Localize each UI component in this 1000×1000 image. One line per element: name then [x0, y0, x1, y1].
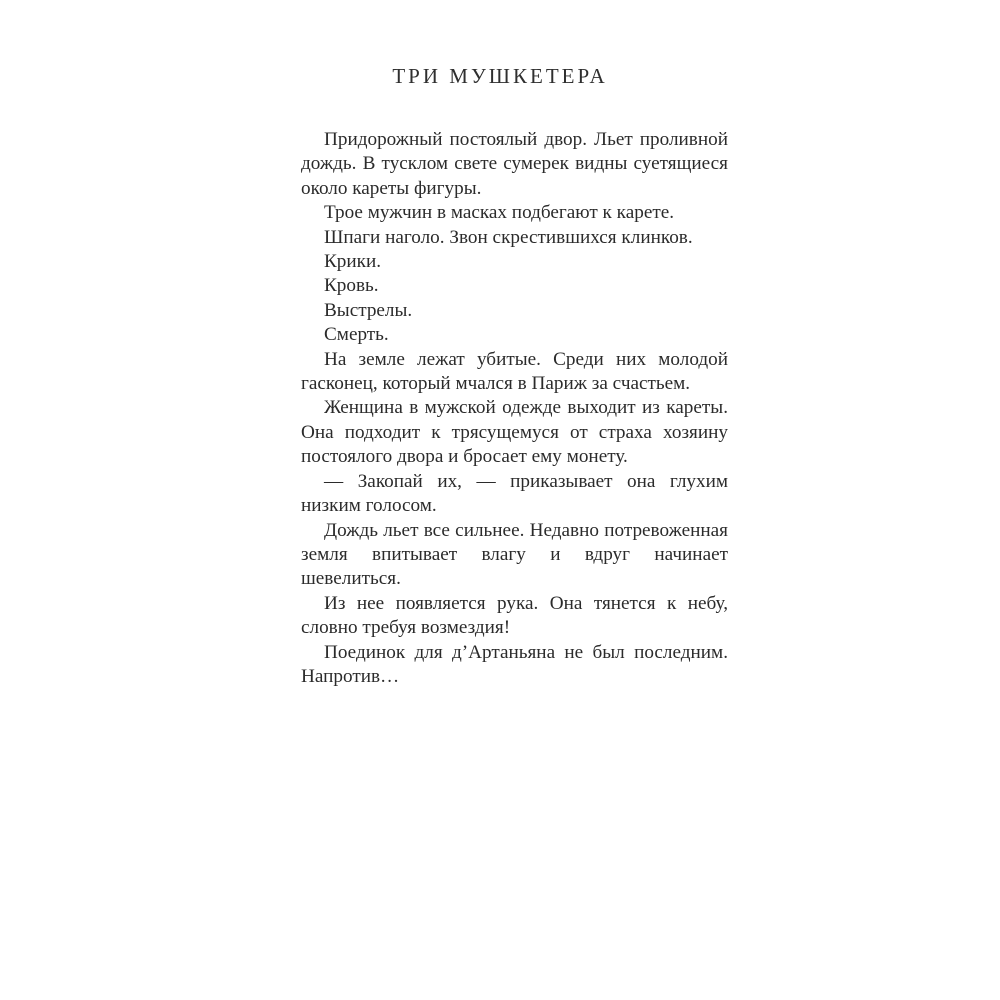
paragraph: Дождь льет все сильнее. Недавно потревоженная земля впитывает влагу и вдруг начинает шевелиться.: [301, 519, 728, 590]
paragraph: Смерть.: [324, 324, 389, 346]
page-title: ТРИ МУШКЕТЕРА: [392, 64, 608, 88]
paragraph: На земле лежат убитые. Среди них молодой гасконец, который мчался в Париж за счастьем.: [301, 348, 728, 395]
paragraph: Поединок для д’Артаньяна не был последним. Напротив…: [301, 641, 728, 687]
paragraph: Выстрелы.: [324, 299, 413, 321]
paragraph: Из нее появляется рука. Она тянется к небу, словно требуя возмездия!: [301, 592, 728, 639]
paragraph: Придорожный постоялый двор. Льет проливной дождь. В тусклом свете сумерек видны суетящиеся около кареты фигуры.: [301, 129, 728, 199]
paragraph: Трое мужчин в масках подбегают к карете.: [324, 202, 675, 224]
paragraph: — Закопай их, — приказывает она глухим низким голосом.: [301, 470, 728, 517]
paragraph: Крики.: [324, 251, 382, 273]
body-text: [301, 128, 728, 689]
paragraph: Шпаги наголо. Звон скрестившихся клинков.: [324, 226, 693, 248]
paragraph: Кровь.: [324, 275, 379, 297]
paragraph: Женщина в мужской одежде выходит из кареты. Она подходит к трясущемуся от страха хозяину постоялого двора и бросает ему монету.: [301, 397, 728, 468]
